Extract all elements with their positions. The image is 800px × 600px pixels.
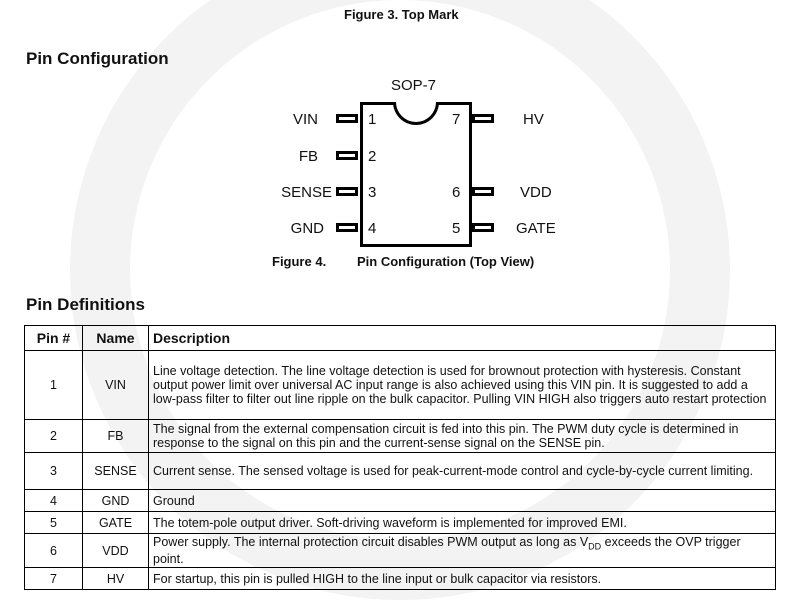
pin-number: 2 — [368, 148, 377, 165]
pin-2 — [336, 151, 358, 160]
pin-number: 6 — [452, 184, 461, 201]
name-cell: GATE — [83, 512, 149, 534]
pin-name: FB — [298, 148, 318, 165]
pin-defs-heading: Pin Definitions — [26, 295, 145, 314]
pin-name: GND — [290, 220, 324, 237]
pin-number: 5 — [452, 220, 461, 237]
desc-cell: Line voltage detection. The line voltage detection is used for brownout protection with hysteresis. Constant output power limit over universal AC input range is also achieved using this VIN pin. It is suggested to add a low-pass filter to filter out line ripple on the bulk capacitor. Pulling VIN HIGH also triggers auto restart protection — [149, 351, 776, 420]
name-cell: HV — [83, 568, 149, 590]
desc-cell: For startup, this pin is pulled HIGH to the line input or bulk capacitor via resistors. — [149, 568, 776, 590]
desc-cell — [149, 534, 776, 568]
pin-4 — [336, 223, 358, 232]
pin-number: 1 — [368, 111, 377, 128]
pin-cell: 2 — [25, 420, 83, 453]
desc-cell: Current sense. The sensed voltage is used for peak-current-mode control and cycle-by-cycle current limiting. — [149, 453, 776, 490]
table-row — [25, 534, 776, 568]
table-header-row — [25, 326, 776, 351]
name-cell: GND — [83, 490, 149, 512]
desc-cell: Ground — [149, 490, 776, 512]
pin-6 — [472, 187, 494, 196]
table-row — [25, 351, 776, 420]
pin-name: GATE — [516, 220, 556, 237]
desc-cell: The totem-pole output driver. Soft-driving waveform is implemented for improved EMI. — [149, 512, 776, 534]
pin-cell: 5 — [25, 512, 83, 534]
figure3-caption: Figure 3. Top Mark — [344, 7, 459, 22]
col-header: Pin # — [25, 326, 83, 351]
figure4-title: Pin Configuration (Top View) — [357, 254, 535, 269]
desc-text: Power supply. The internal protection circuit disables PWM output as long as V — [153, 535, 589, 550]
figure4-label: Figure 4. — [272, 254, 327, 269]
name-cell: VIN — [83, 351, 149, 420]
name-cell: FB — [83, 420, 149, 453]
subscript: DD — [588, 541, 602, 552]
pin-name: VIN — [292, 111, 318, 128]
name-cell: SENSE — [83, 453, 149, 490]
pin-cell: 1 — [25, 351, 83, 420]
table-row — [25, 568, 776, 590]
table-row — [25, 490, 776, 512]
table-row — [25, 420, 776, 453]
pin-cell: 3 — [25, 453, 83, 490]
name-cell: VDD — [83, 534, 149, 568]
package-label: SOP-7 — [391, 77, 437, 94]
pin-name: VDD — [520, 184, 552, 201]
pin-1 — [336, 114, 358, 123]
pin-7 — [472, 114, 494, 123]
pin-number: 7 — [452, 111, 461, 128]
pin-number: 3 — [368, 184, 377, 201]
col-header: Description — [149, 326, 776, 351]
desc-cell: The signal from the external compensation circuit is fed into this pin. The PWM duty cycle is determined in response to the signal on this pin and the current-sense signal on the SENSE pin. — [149, 420, 776, 453]
col-header: Name — [83, 326, 149, 351]
desc-text: exceeds the OVP trigger point. — [153, 535, 741, 566]
pin-config-heading: Pin Configuration — [26, 49, 169, 68]
pin-number: 4 — [368, 220, 377, 237]
pin-name: SENSE — [281, 184, 332, 201]
pin-3 — [336, 187, 358, 196]
table-row — [25, 512, 776, 534]
pin-name: HV — [523, 111, 544, 128]
pin-cell: 4 — [25, 490, 83, 512]
table-row — [25, 453, 776, 490]
pin-cell: 7 — [25, 568, 83, 590]
pin-definitions-table — [24, 325, 776, 590]
pin-cell: 6 — [25, 534, 83, 568]
pin-5 — [472, 223, 494, 232]
